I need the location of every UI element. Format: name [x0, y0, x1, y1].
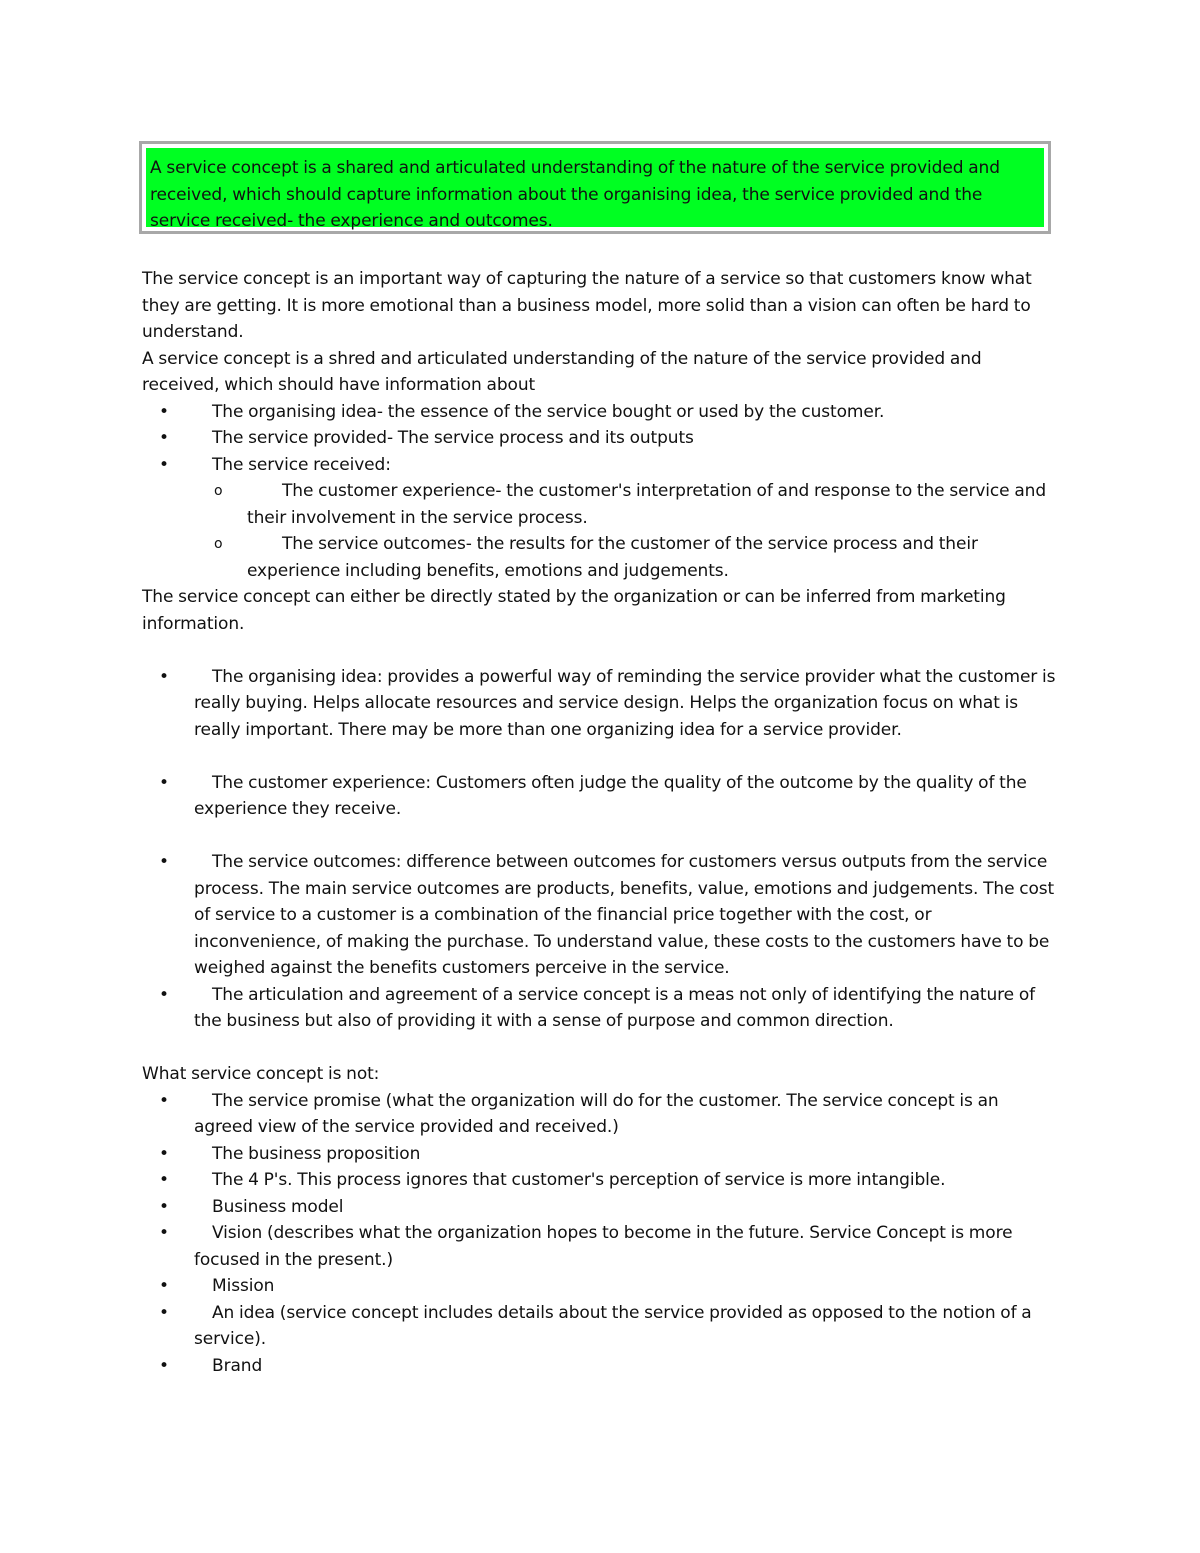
list-item: • The organising idea- the essence of the service bought or used by the customer. — [142, 399, 1062, 426]
components-list — [142, 399, 1062, 479]
list-item: • The articulation and agreement of a service concept is a meas not only of identifying the nature of the business but also of providing it with a sense of purpose and common direction. — [142, 982, 1062, 1035]
bullet-icon: • — [159, 852, 169, 872]
bullet-icon: • — [159, 1302, 169, 1323]
bullet-icon: • — [159, 1355, 169, 1376]
list-item: • Vision (describes what the organization hopes to become in the future. Service Concept is more focused in the present.) — [142, 1220, 1062, 1273]
list-item: • The customer experience: Customers often judge the quality of the outcome by the quality of the experience they receive. — [142, 770, 1062, 823]
definition-paragraph: A service concept is a shred and articulated understanding of the nature of the service provided and received, which should have information about — [142, 348, 982, 395]
not-list — [142, 1088, 1062, 1380]
details-list — [142, 664, 1062, 1035]
received-sublist — [142, 478, 1062, 584]
list-item: • Business model — [142, 1194, 1062, 1221]
bullet-icon: • — [159, 1223, 169, 1243]
bullet-icon: • — [159, 454, 169, 475]
list-item: • An idea (service concept includes details about the service provided as opposed to the notion of a service). — [142, 1300, 1062, 1353]
list-item: • The service promise (what the organization will do for the customer. The service concept is an agreed view of the service provided and received.) — [142, 1088, 1062, 1141]
list-item: o The customer experience- the customer's interpretation of and response to the service and their involvement in the service process. — [142, 478, 1062, 531]
not-heading: What service concept is not: — [142, 1064, 380, 1084]
definition-callout-fill — [146, 148, 1044, 231]
list-item: • The organising idea: provides a powerful way of reminding the service provider what the customer is really buying. Helps allocate resources and service design. Helps the organization focus on what is really important. There may be more than one organizing idea for a service provider. — [142, 664, 1062, 744]
bullet-icon: • — [159, 1090, 169, 1111]
definition-text: A service concept is a shared and articulated understanding of the nature of the service provided and received, which should capture information about the organising idea, the service provided and the service received- the experience and outcomes. — [150, 158, 1000, 231]
bullet-icon: • — [159, 1276, 169, 1296]
stated-paragraph: The service concept can either be directly stated by the organization or can be inferred from marketing information. — [142, 587, 1006, 634]
bullet-icon: • — [159, 428, 169, 448]
document-body — [142, 266, 1062, 1379]
list-item: o The service outcomes- the results for the customer of the service process and their experience including benefits, emotions and judgements. — [142, 531, 1062, 584]
circle-bullet-icon: o — [214, 536, 223, 552]
intro-paragraph: The service concept is an important way of capturing the nature of a service so that customers know what they are getting. It is more emotional than a business model, more solid than a vision can often be hard to understand. — [142, 269, 1032, 342]
bullet-icon: • — [159, 1143, 169, 1164]
list-item: • The 4 P's. This process ignores that customer's perception of service is more intangible. — [142, 1167, 1062, 1194]
bullet-icon: • — [159, 666, 169, 687]
list-item: • The service outcomes: difference between outcomes for customers versus outputs from the service process. The main service outcomes are products, benefits, value, emotions and judgements. The cost of service to a customer is a combination of the financial price together with the cost, or inconvenience, of making the purchase. To understand value, these costs to the customers have to be weighed against the benefits customers perceive in the service. — [142, 849, 1062, 982]
list-item: • Brand — [142, 1353, 1062, 1380]
list-item: • The business proposition — [142, 1141, 1062, 1168]
list-item: • The service provided- The service process and its outputs — [142, 425, 1062, 452]
definition-callout — [139, 141, 1051, 234]
list-item: • The service received: — [142, 452, 1062, 479]
bullet-icon: • — [159, 401, 169, 422]
bullet-icon: • — [159, 984, 169, 1005]
bullet-icon: • — [159, 772, 169, 793]
circle-bullet-icon: o — [214, 483, 223, 499]
list-item: • Mission — [142, 1273, 1062, 1300]
bullet-icon: • — [159, 1196, 169, 1217]
bullet-icon: • — [159, 1170, 169, 1190]
